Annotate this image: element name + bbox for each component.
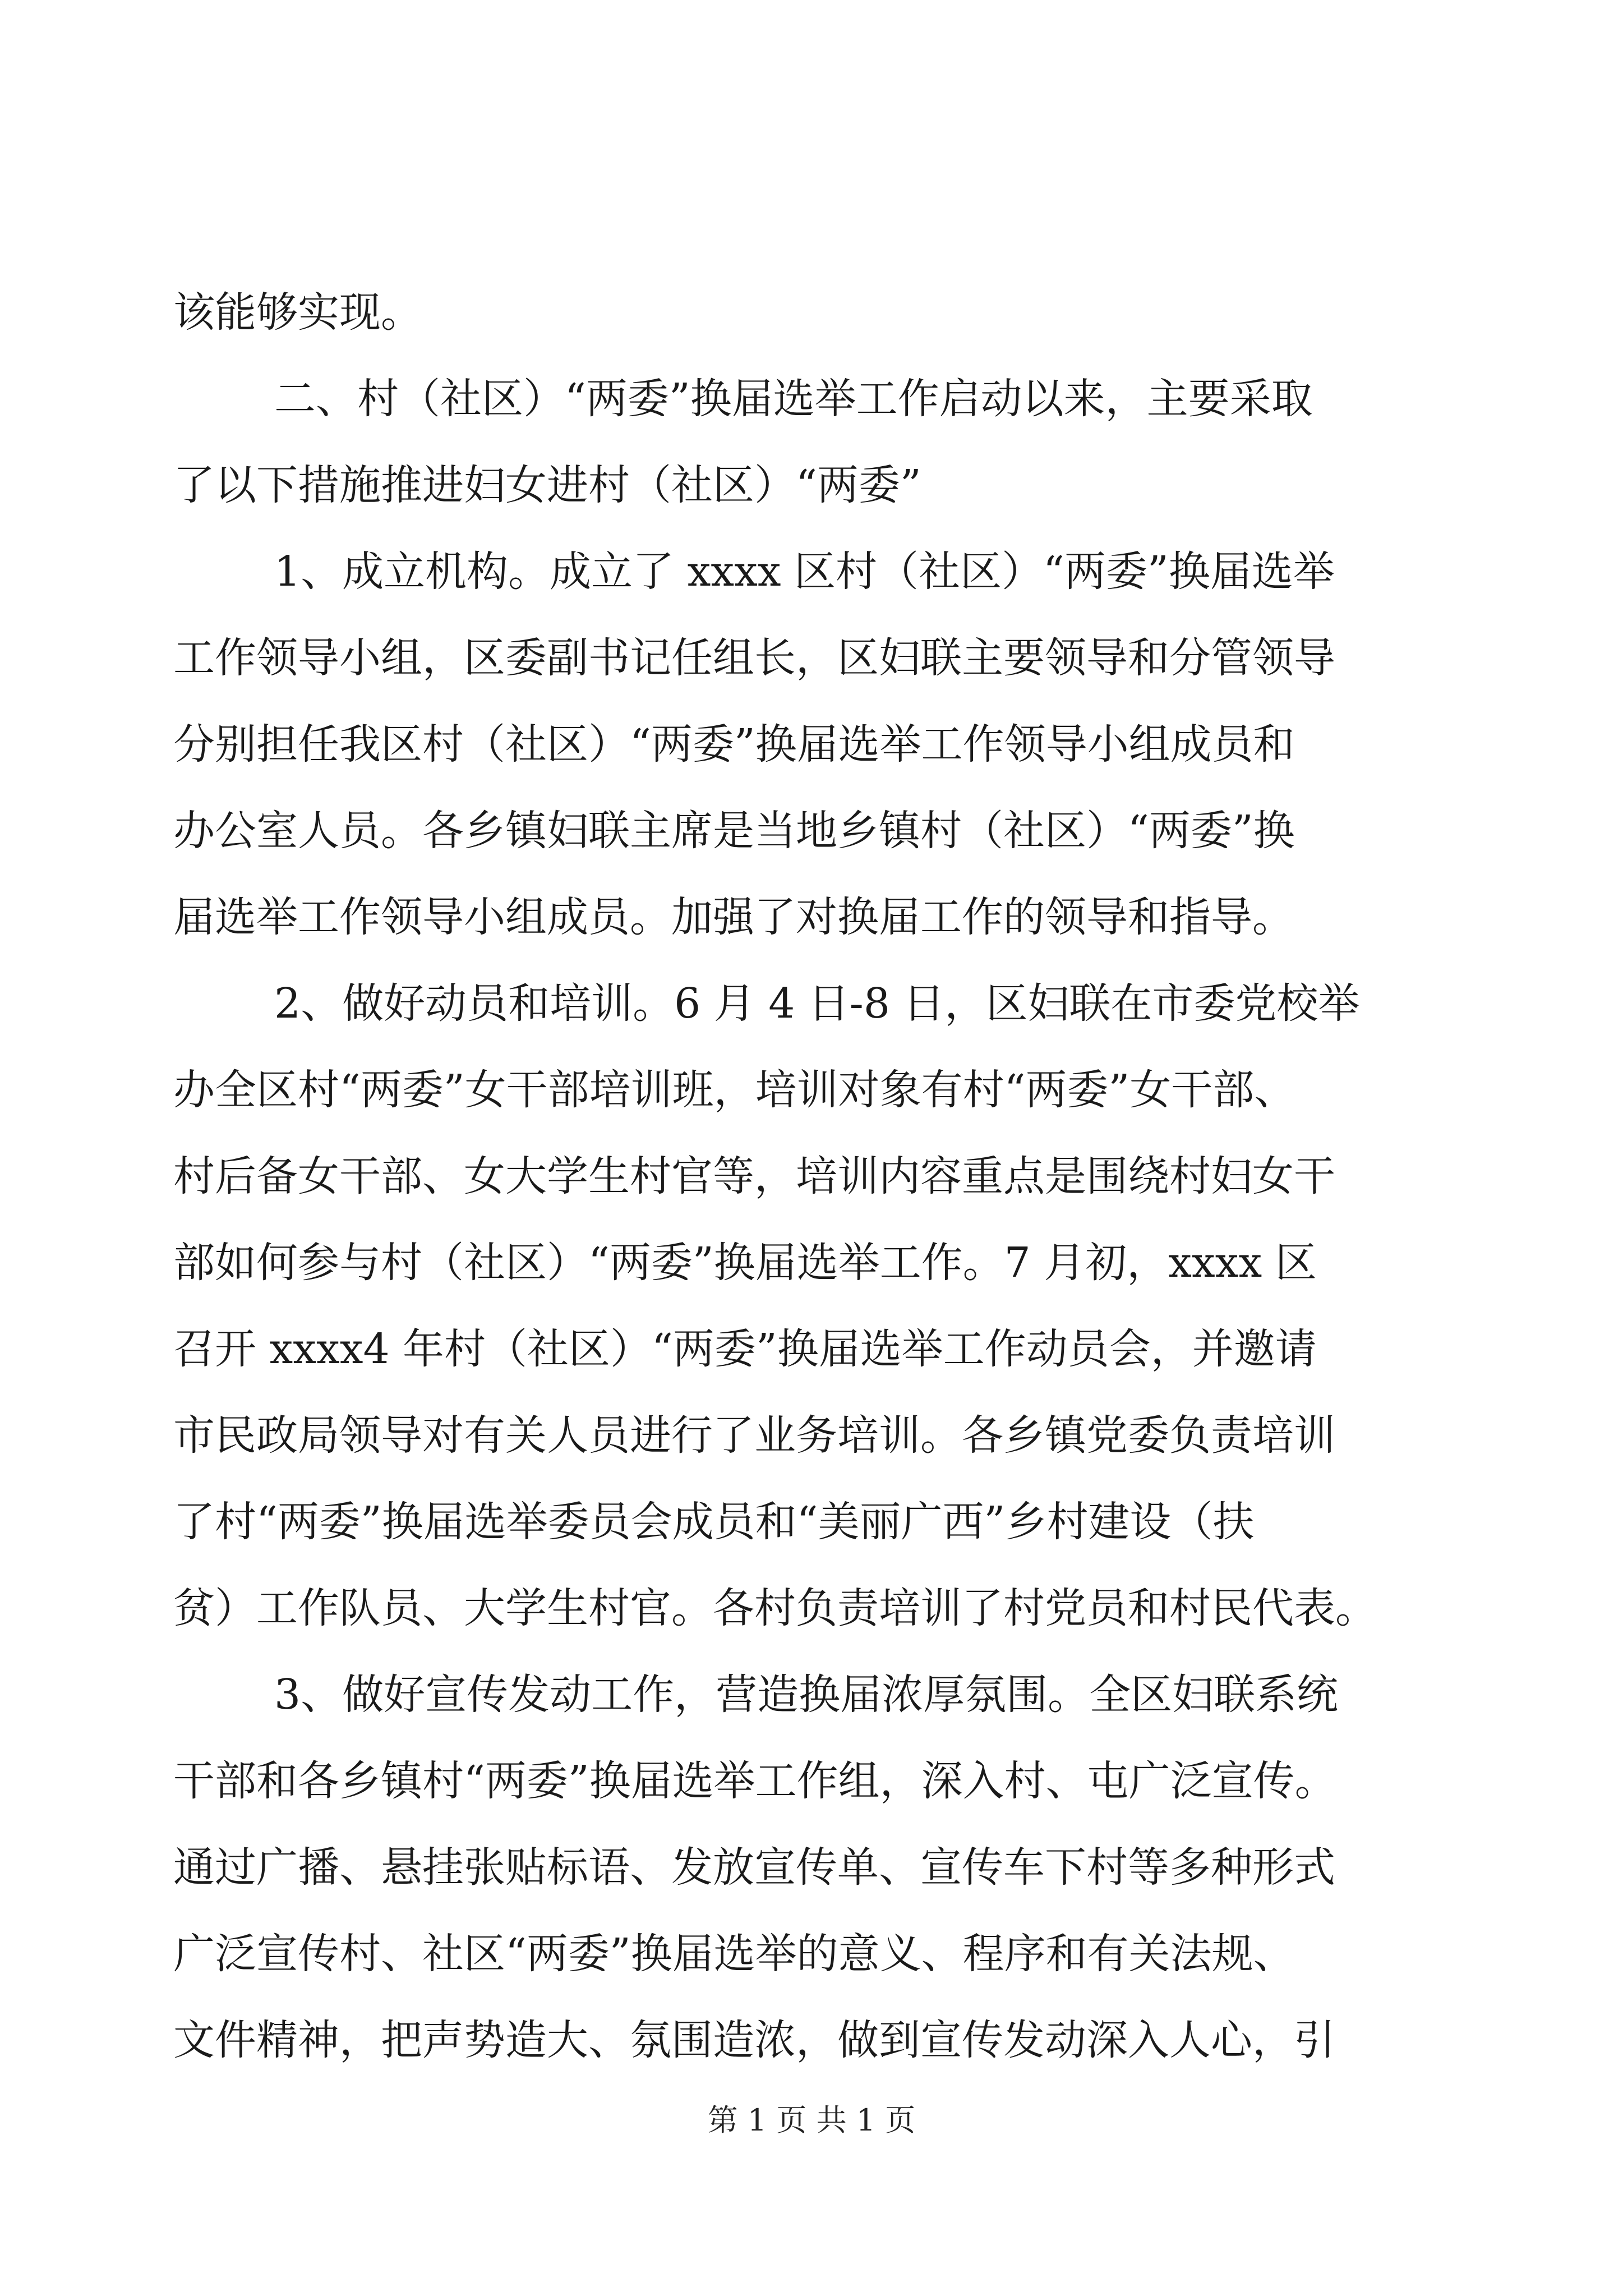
- text-line: 部如何参与村（社区）“两委”换届选举工作。7 月初，xxxx 区: [173, 1239, 1317, 1287]
- document-body: [173, 269, 1435, 2083]
- text-line: 召开 xxxx4 年村（社区）“两委”换届选举工作动员会，并邀请: [173, 1325, 1317, 1373]
- text-line: 广泛宣传村、社区“两委”换届选举的意义、程序和有关法规、: [173, 1930, 1295, 1978]
- paragraph-start-line: 2、做好动员和培训。6 月 4 日-8 日，区妇联在市委党校举: [274, 979, 1360, 1028]
- text-line: 文件精神，把声势造大、氛围造浓，做到宣传发动深入人心，引: [173, 2016, 1335, 2064]
- paragraph-start-line: 1、成立机构。成立了 xxxx 区村（社区）“两委”换届选举: [274, 547, 1335, 596]
- text-line: 工作领导小组，区委副书记任组长，区妇联主要领导和分管领导: [173, 634, 1335, 682]
- text-line: 分别担任我区村（社区）“两委”换届选举工作领导小组成员和: [173, 720, 1295, 769]
- section-heading-line: 二、村（社区）“两委”换届选举工作启动以来，主要采取: [274, 375, 1313, 423]
- text-line: 届选举工作领导小组成员。加强了对换届工作的领导和指导。: [173, 893, 1294, 941]
- section-heading-line: 了以下措施推进妇女进村（社区）“两委”: [173, 461, 921, 509]
- text-line: 通过广播、悬挂张贴标语、发放宣传单、宣传车下村等多种形式: [173, 1843, 1335, 1892]
- paragraph-start-line: 3、做好宣传发动工作，营造换届浓厚氛围。全区妇联系统: [274, 1671, 1339, 1719]
- text-line: 村后备女干部、女大学生村官等，培训内容重点是围绕村妇女干: [173, 1152, 1335, 1200]
- text-line: 办公室人员。各乡镇妇联主席是当地乡镇村（社区）“两委”换: [173, 807, 1295, 855]
- page-footer: [0, 2098, 1623, 2143]
- text-line: 干部和各乡镇村“两委”换届选举工作组，深入村、屯广泛宣传。: [173, 1757, 1336, 1805]
- text-line: 该能够实现。: [173, 288, 422, 337]
- page-number-label: 第 1 页 共 1 页: [707, 2102, 916, 2138]
- text-line: 了村“两委”换届选举委员会成员和“美丽广西”乡村建设（扶: [173, 1498, 1255, 1546]
- text-line: 办全区村“两委”女干部培训班，培训对象有村“两委”女干部、: [173, 1066, 1296, 1114]
- text-line: 市民政局领导对有关人员进行了业务培训。各乡镇党委负责培训: [173, 1411, 1335, 1460]
- text-line: 贫）工作队员、大学生村官。各村负责培训了村党员和村民代表。: [173, 1584, 1377, 1632]
